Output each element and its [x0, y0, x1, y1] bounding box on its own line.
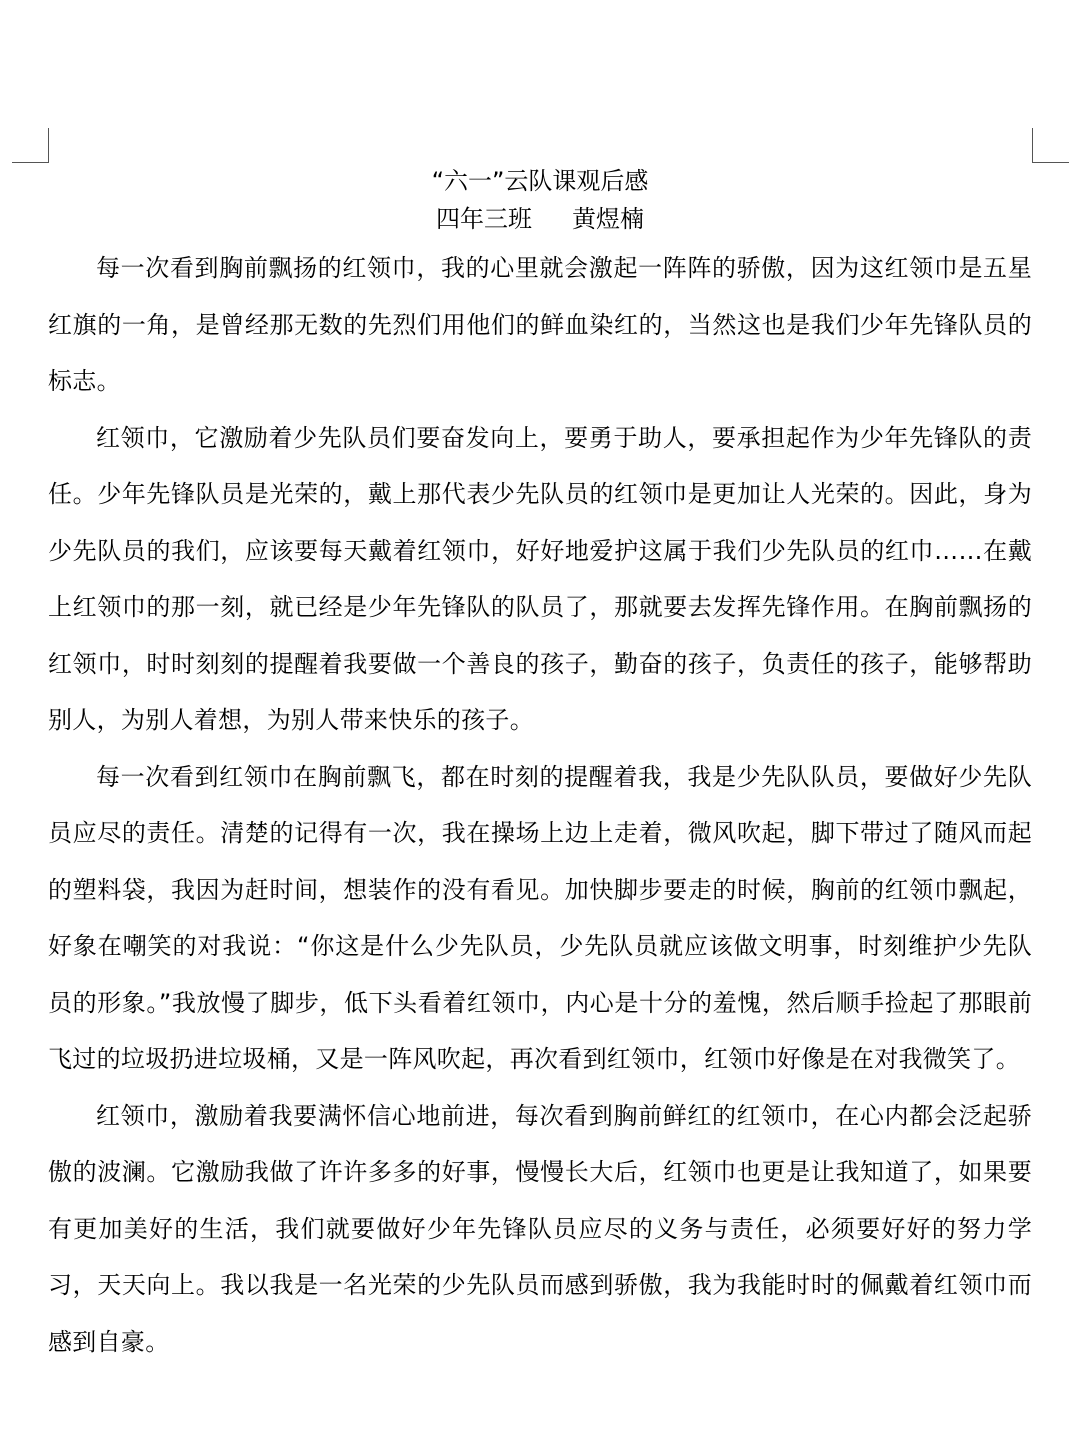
class-name: 四年三班	[436, 205, 532, 233]
paragraph-2: 红领巾，它激励着少先队员们要奋发向上，要勇于助人，要承担起作为少年先锋队的责任。少年先锋队员是光荣的，戴上那代表少先队员的红领巾是更加让人光荣的。因此，身为少先队员的我们，应该要每天戴着红领巾，好好地爱护这属于我们少先队员的红巾……在戴上红领巾的那一刻，就已经是少年先锋队的队员了，那就要去发挥先锋作用。在胸前飘扬的红领巾，时时刻刻的提醒着我要做一个善良的孩子，勤奋的孩子，负责任的孩子，能够帮助别人，为别人着想，为别人带来快乐的孩子。	[48, 423, 1032, 734]
document-title: “六一”云队课观后感	[431, 167, 649, 195]
paragraph-4: 红领巾，激励着我要满怀信心地前进，每次看到胸前鲜红的红领巾，在心内都会泛起骄傲的波澜。它激励我做了许许多多的好事，慢慢长大后，红领巾也更是让我知道了，如果要有更加美好的生活，我们就要做好少年先锋队员应尽的义务与责任，必须要好好的努力学习，天天向上。我以我是一名光荣的少先队员而感到骄傲，我为我能时时的佩戴着红领巾而感到自豪。	[48, 1101, 1032, 1356]
byline	[0, 200, 1080, 238]
essay-body	[48, 240, 1032, 1370]
crop-mark-top-left	[12, 128, 49, 163]
author-name: 黄煜楠	[572, 205, 644, 233]
paragraph-1: 每一次看到胸前飘扬的红领巾，我的心里就会激起一阵阵的骄傲，因为这红领巾是五星红旗的一角，是曾经那无数的先烈们用他们的鲜血染红的，当然这也是我们少年先锋队员的标志。	[48, 254, 1032, 395]
crop-mark-top-right	[1032, 128, 1069, 163]
paragraph-3: 每一次看到红领巾在胸前飘飞，都在时刻的提醒着我，我是少先队队员，要做好少先队员应尽的责任。清楚的记得有一次，我在操场上边上走着，微风吹起，脚下带过了随风而起的塑料袋，我因为赶时间，想装作的没有看见。加快脚步要走的时候，胸前的红领巾飘起，好象在嘲笑的对我说：“你这是什么少先队员，少先队员就应该做文明事，时刻维护少先队员的形象。”我放慢了脚步，低下头看着红领巾，内心是十分的羞愧，然后顺手捡起了那眼前飞过的垃圾扔进垃圾桶，又是一阵风吹起，再次看到红领巾，红领巾好像是在对我微笑了。	[48, 762, 1032, 1073]
